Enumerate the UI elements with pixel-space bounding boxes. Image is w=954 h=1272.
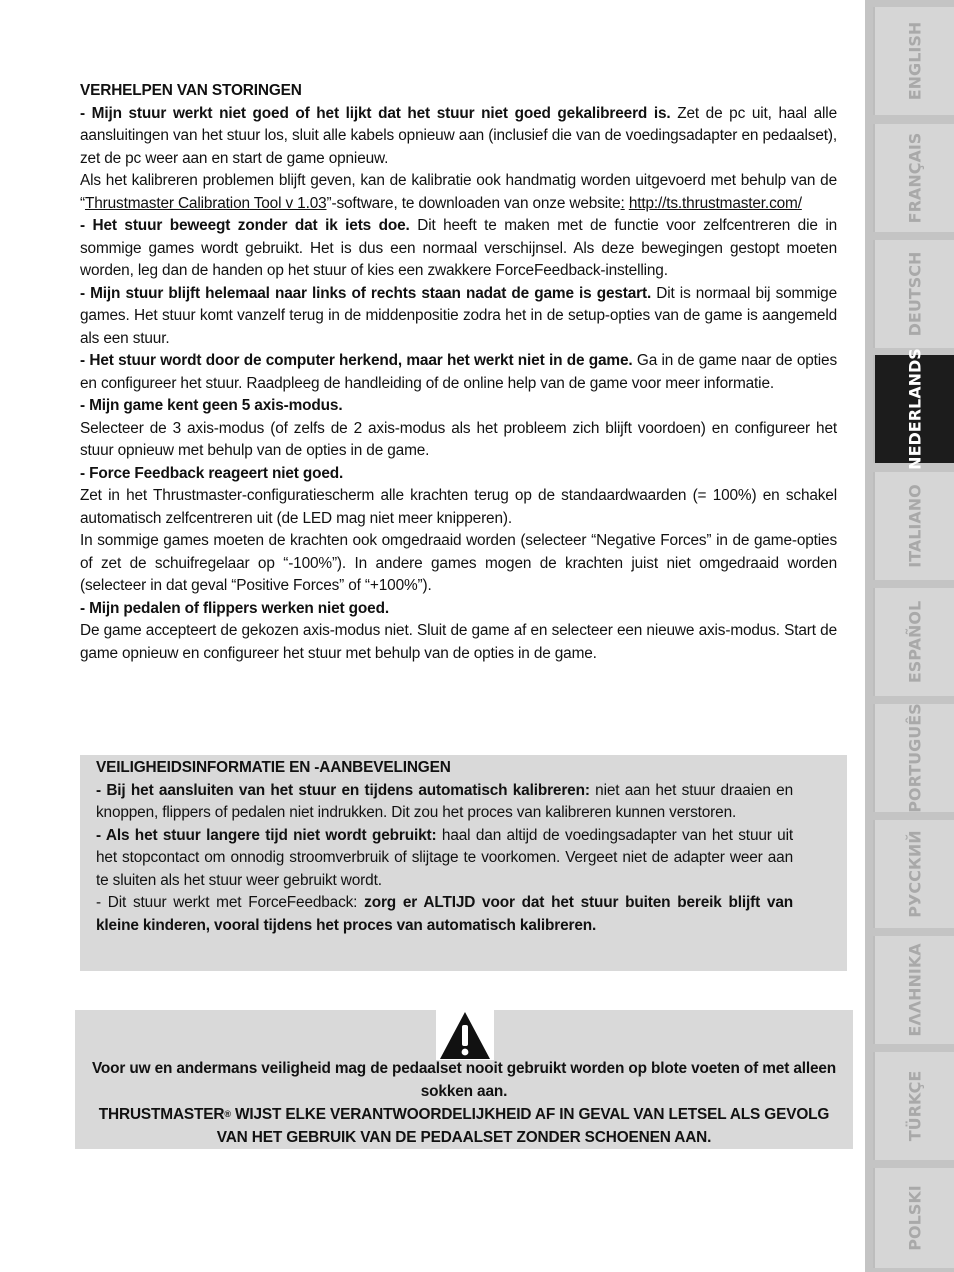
troubleshooting-section [80, 80, 837, 665]
safety-heading: VEILIGHEIDSINFORMATIE EN -AANBEVELINGEN [96, 759, 451, 776]
item-heading-force-feedback: - Force Feedback reageert niet goed. [80, 464, 344, 482]
tab-portugues[interactable]: PORTUGUÊS [875, 704, 954, 812]
tab-italiano[interactable]: ITALIANO [875, 472, 954, 580]
section-heading: VERHELPEN VAN STORINGEN [80, 82, 302, 99]
paragraph-handmatig-kalibreren: Als het kalibreren problemen blijft geven, kan de kalibratie ook handmatig worden uitgevoerd met behulp van de “Thrustmaster Calibration Tool v 1.03”-software, te downloaden van onze website: http://ts.thrustmaster.com/ [80, 172, 837, 212]
website-link[interactable]: http://ts.thrustmaster.com/ [628, 194, 802, 212]
warning-triangle-icon [436, 1010, 494, 1060]
item-heading-axis-modus: - Mijn game kent geen 5 axis-modus. [80, 397, 343, 414]
item-heading-pedalen: - Mijn pedalen of flippers werken niet goed. [80, 599, 389, 617]
paragraph-stuur-niet-gekalibreerd: - Mijn stuur werkt niet goed of het lijkt dat het stuur niet goed gekalibreerd is. Zet de pc uit, haal alle aansluitingen van het stuur los, sluit alle kabels opnieuw aan (inclusief die van de voedingsadapter en pedaalset), zet de pc weer aan en start de game opnieuw. [80, 104, 837, 167]
warning-line-2: THRUSTMASTER® WIJST ELKE VERANTWOORDELIJKHEID AF IN GEVAL VAN LETSEL ALS GEVOLG VAN HET GEBRUIK VAN DE PEDAALSET ZONDER SCHOENEN AAN. [98, 1106, 830, 1146]
tab-english[interactable]: ENGLISH [875, 7, 954, 115]
paragraph-force-feedback-1: Zet in het Thrustmaster-configuratiescherm alle krachten terug op de standaardwaarden (= 100%) en schakel automatisch zelfcentreren uit (de LED mag niet meer knipperen). [80, 487, 837, 527]
safety-paragraph-2: - Als het stuur langere tijd niet wordt gebruikt: haal dan altijd de voedingsadapter van het stuur uit het stopcontact om onnodig stroomverbruik of slijtage te voorkomen. Vergeet niet de adapter weer aan te sluiten als het stuur weer gebruikt wordt. [96, 826, 793, 889]
tab-francais[interactable]: FRANÇAIS [875, 124, 954, 232]
paragraph-pedalen: De game accepteert de gekozen axis-modus niet. Sluit de game af en selecteer een nieuwe axis-modus. Start de game opnieuw en configureer het stuur met behulp van de opties in de game. [80, 622, 837, 662]
paragraph-stuur-links-rechts: - Mijn stuur blijft helemaal naar links of rechts staan nadat de game is gestart. Dit is normaal bij sommige games. Het stuur komt vanzelf terug in de middenpositie zodra het in de setup-opties van de game is aangemeld als een stuur. [80, 284, 837, 347]
language-tab-strip [865, 0, 954, 1272]
tab-nederlands[interactable]: NEDERLANDS [875, 355, 954, 463]
tab-polski[interactable]: POLSKI [875, 1168, 954, 1268]
warning-line-1: Voor uw en andermans veiligheid mag de pedaalset nooit gebruikt worden op blote voeten of met alleen sokken aan. [91, 1060, 837, 1100]
calibration-tool-link[interactable]: Thrustmaster Calibration Tool v 1.03 [84, 194, 327, 212]
paragraph-force-feedback-2: In sommige games moeten de krachten ook omgedraaid worden (selecteer “Negative Forces” in de game-opties of zet de schuifregelaar op “-100%”). In andere games mogen de krachten juist niet omgedraaid worden (selecteer in dat geval “Positive Forces” of “+100%”). [80, 532, 837, 594]
safety-paragraph-3: - Dit stuur werkt met ForceFeedback: zorg er ALTIJD voor dat het stuur buiten bereik blijft van kleine kinderen, vooral tijdens het proces van automatisch kalibreren. [96, 894, 794, 934]
safety-paragraph-1: - Bij het aansluiten van het stuur en tijdens automatisch kalibreren: niet aan het stuur draaien en knoppen, flippers of pedalen niet indrukken. Dit zou het proces van kalibreren kunnen verstoren. [96, 781, 793, 821]
paragraph-axis-modus: Selecteer de 3 axis-modus (of zelfs de 2 axis-modus als het probleem zich blijft voordoen) en configureer het stuur opnieuw met behulp van de opties in de game. [80, 419, 837, 459]
tab-turkce[interactable]: TÜRKÇE [875, 1052, 954, 1160]
safety-info-box [80, 755, 847, 971]
paragraph-niet-in-game: - Het stuur wordt door de computer herkend, maar het werkt niet in de game. Ga in de game naar de opties en configureer het stuur. Raadpleeg de handleiding of de online help van de game voor meer informatie. [80, 352, 837, 392]
paragraph-stuur-beweegt: - Het stuur beweegt zonder dat ik iets doe. Dit heeft te maken met de functie voor zelfcentreren die in sommige games wordt gebruikt. Het is dus een normaal verschijnsel. Als deze bewegingen gestopt moeten worden, leg dan de handen op het stuur of kies een zwakkere ForceFeedback-instelling. [80, 217, 838, 279]
tab-ellinika[interactable]: ΕΛΛΗΝΙΚΑ [875, 936, 954, 1044]
tab-espanol[interactable]: ESPAÑOL [875, 588, 954, 696]
tab-russkiy[interactable]: РУССКИЙ [875, 820, 954, 928]
warning-box [75, 1010, 853, 1149]
tab-deutsch[interactable]: DEUTSCH [875, 240, 954, 348]
